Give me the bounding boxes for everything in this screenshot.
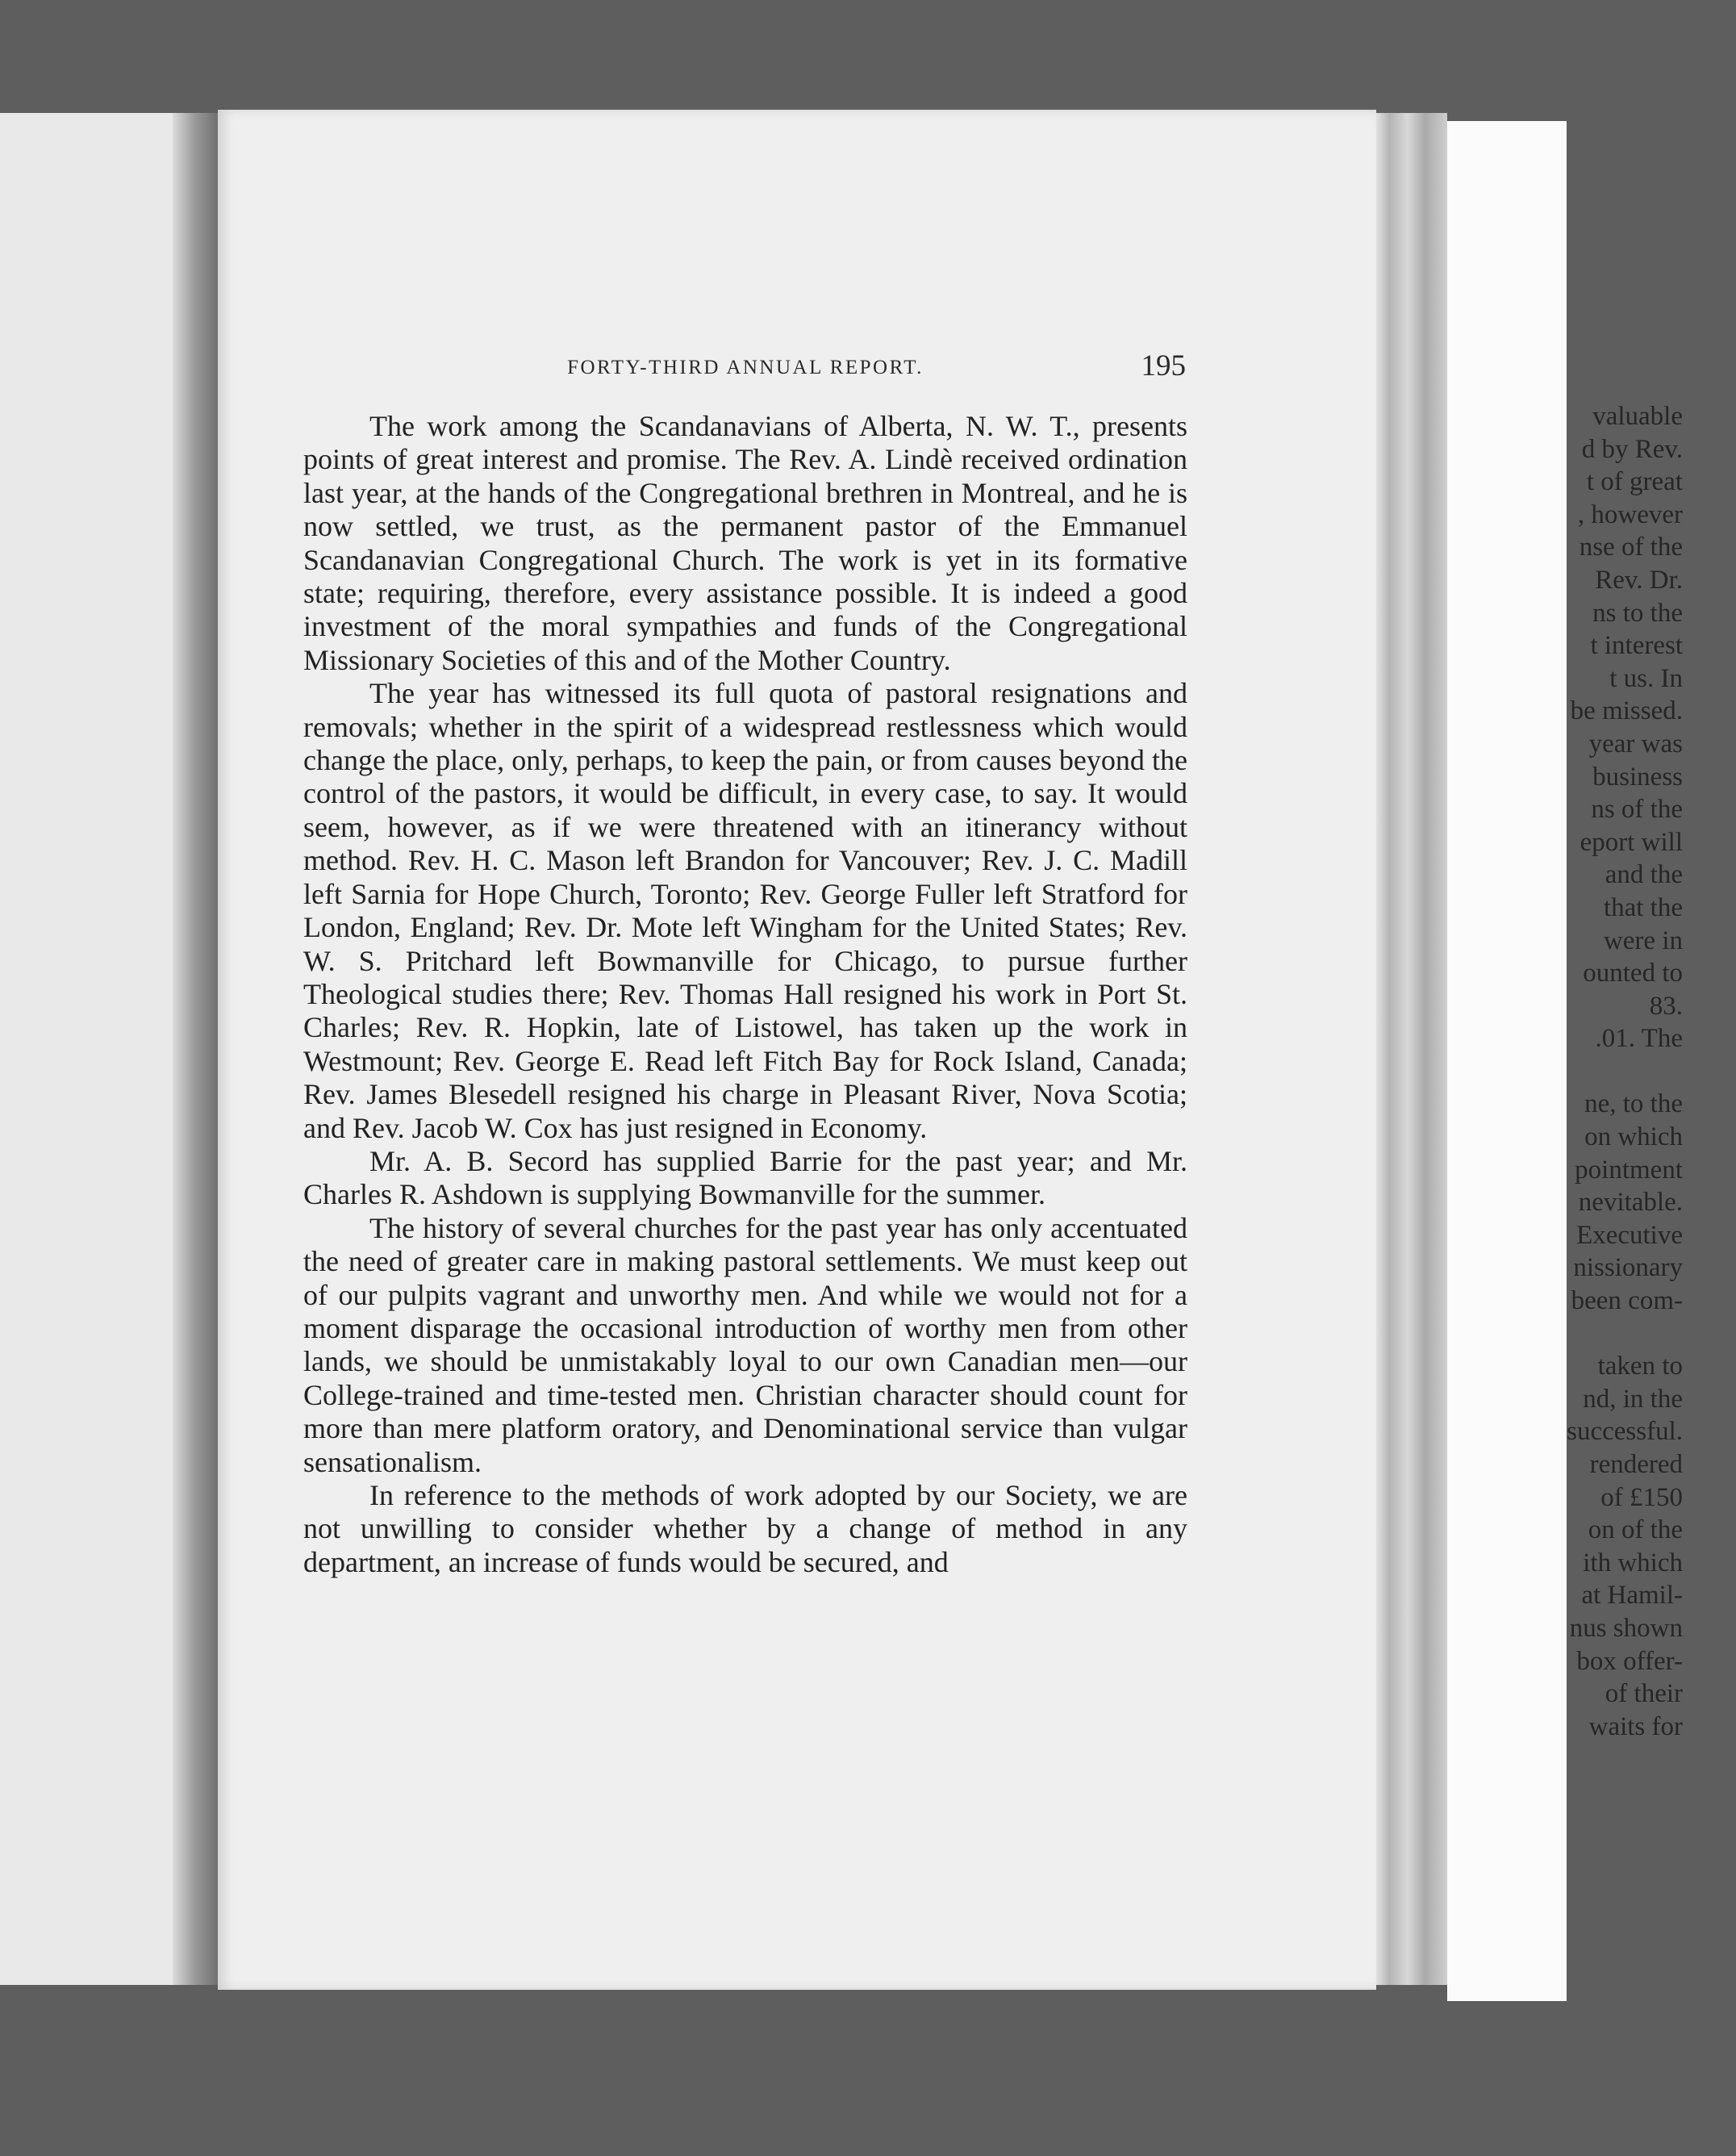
facing-page-line: that the: [1603, 892, 1683, 922]
facing-page-line: of £150: [1600, 1482, 1683, 1512]
paragraph: The year has witnessed its full quota of pastoral resignations and removals; whether in the spirit of a widespread restlessness which would change the place, only, perhaps, to keep the pain, or from causes beyond the control of the pastors, it would be difficult, in every case, to say. It would seem, however, as if we were threatened with an itinerancy without method. Rev. H. C. Mason left Brandon for Vancouver; Rev. J. C. Madill left Sarnia for Hope Church, Toronto; Rev. George Fuller left Stratford for London, England; Rev. Dr. Mote left Wingham for the United States; Rev. W. S. Pritchard left Bowmanville for Chicago, to pursue further Theological studies there; Rev. Thomas Hall resigned his work in Port St. Charles; Rev. R. Hopkin, late of Listowel, has taken up the work in Westmount; Rev. George E. Read left Fitch Bay for Rock Island, Canada; Rev. James Blesedell resigned his charge in Pleasant River, Nova Scotia; and Rev. Jacob W. Cox has just resigned in Economy.: [303, 677, 1187, 1144]
facing-page-line: ounted to: [1583, 959, 1683, 988]
facing-page-line: been com-: [1571, 1286, 1683, 1316]
facing-page-line: nse of the: [1579, 533, 1683, 562]
page-body: [303, 410, 1187, 1579]
running-header: [305, 349, 1186, 389]
facing-page-line: t of great: [1586, 467, 1683, 497]
facing-page-line: of their: [1605, 1679, 1683, 1709]
facing-page-line: year was: [1588, 729, 1683, 758]
facing-page-line: nissionary: [1573, 1253, 1683, 1283]
facing-page-line: pointment: [1575, 1155, 1683, 1185]
facing-page-line: ns of the: [1591, 795, 1683, 825]
page-number: 195: [1141, 349, 1186, 382]
facing-page-line: .01. The: [1595, 1024, 1683, 1054]
facing-page-line: rendered: [1589, 1450, 1683, 1479]
facing-page-line: t us. In: [1609, 663, 1683, 693]
facing-page-line: taken to: [1597, 1352, 1683, 1381]
facing-page-line: be missed.: [1570, 696, 1683, 726]
paragraph: The history of several churches for the past year has only accentuated the need of greater care in making pastoral settlements. We must keep out of our pulpits vagrant and unworthy men. And while we would not for a moment disparage the occasional introduction of worthy men from other lands, we should be unmistakably loyal to our own Canadian men—our College-trained and time-tested men. Christian character should count for more than mere platform oratory, and Denominational service than vulgar sensationalism.: [303, 1211, 1187, 1478]
facing-page-line: were in: [1603, 925, 1683, 955]
facing-page: [0, 113, 184, 1985]
facing-page-line: Executive: [1576, 1220, 1683, 1250]
facing-page-line: successful.: [1567, 1417, 1683, 1447]
facing-page-line: box offer-: [1576, 1646, 1683, 1676]
paragraph: Mr. A. B. Secord has supplied Barrie for the past year; and Mr. Charles R. Ashdown is supplying Bowmanville for the summer.: [303, 1144, 1187, 1211]
facing-page-line: nus shown: [1569, 1613, 1683, 1643]
facing-page-line: on which: [1584, 1122, 1683, 1152]
facing-page-line: 83.: [1649, 991, 1683, 1021]
facing-page-line: on of the: [1588, 1515, 1683, 1545]
facing-page-line: at Hamil-: [1581, 1581, 1683, 1611]
facing-page-line: ne, to the: [1584, 1089, 1683, 1119]
paragraph: In reference to the methods of work adopted by our Society, we are not unwilling to consider whether by a change of method in any department, an increase of funds would be secured, and: [303, 1479, 1187, 1578]
paragraph: The work among the Scandanavians of Alberta, N. W. T., presents points of great interest and promise. The Rev. A. Lindè received ordination last year, at the hands of the Congregational brethren in Montreal, and he is now settled, we trust, as the permanent pastor of the Emmanuel Scandanavian Congregational Church. The work is yet in its formative state; requiring, therefore, every assistance possible. It is indeed a good investment of the moral sympathies and funds of the Congregational Missionary Societies of this and of the Mother Country.: [303, 410, 1187, 676]
facing-page-line: ith which: [1583, 1548, 1683, 1577]
facing-page-line: ns to the: [1592, 598, 1683, 628]
facing-page-line: nd, in the: [1583, 1384, 1683, 1414]
facing-page-line: business: [1592, 762, 1683, 792]
white-backing: [1447, 121, 1567, 2001]
facing-page-line: nevitable.: [1578, 1188, 1683, 1218]
facing-page-line: eport will: [1580, 827, 1683, 857]
facing-page-line: valuable: [1592, 402, 1683, 431]
facing-page-line: Rev. Dr.: [1595, 565, 1683, 595]
facing-page-line: , however: [1577, 499, 1683, 529]
facing-page-line: waits for: [1588, 1711, 1683, 1741]
facing-page-line: d by Rev.: [1581, 434, 1683, 464]
book-gutter: [173, 113, 221, 1985]
facing-page-line: and the: [1605, 860, 1683, 890]
facing-page-line: t interest: [1590, 631, 1683, 661]
running-title: FORTY-THIRD ANNUAL REPORT.: [567, 357, 924, 378]
